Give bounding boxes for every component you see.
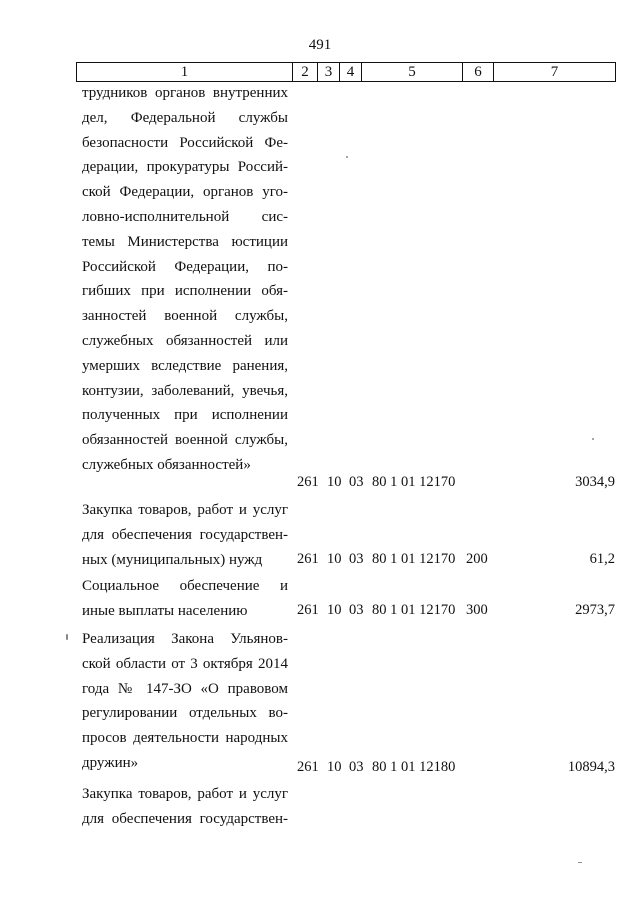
code-podrazdel: 03 (349, 602, 364, 618)
header-col-4: 4 (340, 63, 362, 81)
amount: 61,2 (589, 551, 615, 567)
description-line: служебных обязанностей или (82, 332, 288, 349)
header-col-1: 1 (77, 63, 293, 81)
code-razdel: 10 (327, 551, 342, 567)
description-line: Российской Федерации, по- (82, 258, 288, 275)
code-grbs: 261 (297, 602, 319, 618)
description-line: полученных при исполнении (82, 407, 288, 424)
header-col-3: 3 (318, 63, 340, 81)
description-line: для обеспечения государствен- (82, 810, 288, 827)
description-line: контузии, заболеваний, увечья, (82, 382, 288, 399)
description-line: Социальное обеспечение и (82, 578, 288, 594)
description-line: умерших вследствие ранения, (82, 357, 288, 374)
code-csr: 80 1 01 12180 (372, 759, 456, 775)
description-line: Закупка товаров, работ и услуг (82, 786, 288, 802)
code-podrazdel: 03 (349, 551, 364, 567)
description-line: дружин» (82, 754, 139, 771)
code-podrazdel: 03 (349, 474, 364, 490)
code-grbs: 261 (297, 759, 319, 775)
code-vr: 200 (466, 551, 488, 567)
amount: 2973,7 (575, 602, 615, 618)
page-number: 491 (308, 37, 332, 53)
description-line: темы Министерства юстиции (82, 233, 288, 250)
description-line: трудников органов внутренних (82, 85, 288, 101)
description-line: ловно-исполнительной сис- (82, 208, 288, 225)
row-description (82, 498, 288, 572)
scan-speck (578, 862, 582, 863)
scan-speck (592, 438, 594, 440)
table-header-row (76, 62, 616, 82)
description-line: регулировании отдельных во- (82, 705, 288, 722)
row-description (82, 81, 288, 478)
description-line: иные выплаты населению (82, 602, 248, 619)
header-col-6: 6 (463, 63, 494, 81)
scan-speck (66, 634, 68, 640)
description-line: гибших при исполнении обя- (82, 283, 288, 300)
description-line: безопасности Российской Фе- (82, 134, 288, 151)
description-line: Закупка товаров, работ и услуг (82, 502, 288, 518)
code-grbs: 261 (297, 474, 319, 490)
description-line: обязанностей военной службы, (82, 432, 288, 449)
description-line: служебных обязанностей» (82, 456, 251, 473)
description-line: для обеспечения государствен- (82, 526, 288, 543)
scan-speck (346, 156, 348, 158)
amount: 3034,9 (575, 474, 615, 490)
code-razdel: 10 (327, 474, 342, 490)
amount: 10894,3 (567, 759, 615, 775)
row-description (82, 782, 288, 832)
description-line: ской Федерации, органов уго- (82, 184, 288, 201)
description-line: занностей военной службы, (82, 308, 288, 325)
code-podrazdel: 03 (349, 759, 364, 775)
description-line: дел, Федеральной службы (82, 109, 288, 126)
header-col-7: 7 (550, 64, 559, 80)
code-grbs: 261 (297, 551, 319, 567)
description-line: ных (муниципальных) нужд (82, 551, 263, 568)
description-line: года № 147-ЗО «О правовом (82, 680, 288, 697)
description-line: дерации, прокуратуры Россий- (82, 159, 288, 176)
header-col-5: 5 (362, 63, 463, 81)
description-line: Реализация Закона Ульянов- (82, 631, 288, 647)
description-line: ской области от 3 октября 2014 (82, 655, 288, 672)
description-line: просов деятельности народных (82, 730, 288, 747)
row-description (82, 627, 288, 776)
code-csr: 80 1 01 12170 (372, 474, 456, 490)
code-razdel: 10 (327, 602, 342, 618)
code-vr: 300 (466, 602, 488, 618)
row-description (82, 574, 288, 624)
code-csr: 80 1 01 12170 (372, 602, 456, 618)
code-razdel: 10 (327, 759, 342, 775)
header-col-2: 2 (293, 63, 318, 81)
code-csr: 80 1 01 12170 (372, 551, 456, 567)
